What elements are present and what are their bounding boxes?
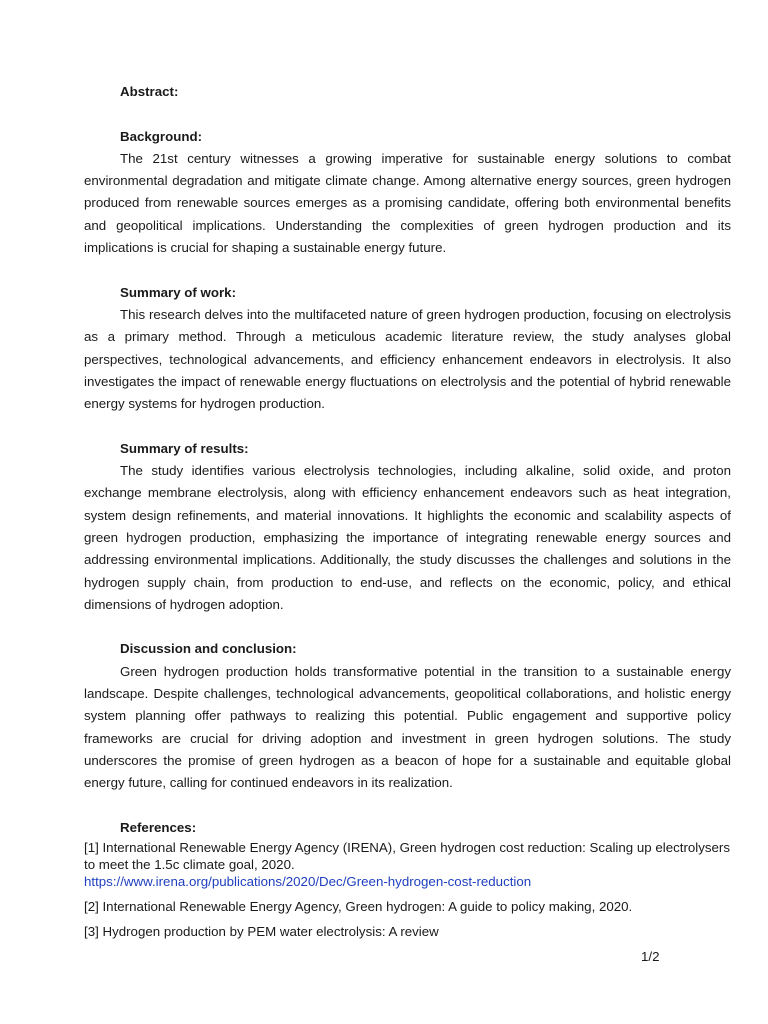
section-discussion-and-conclusion <box>84 638 731 794</box>
section-background <box>84 126 731 260</box>
section-body: The 21st century witnesses a growing imperative for sustainable energy solutions to combat environmental degradation and mitigate climate change. Among alternative energy sources, green hydrogen produced from renewable sources emerges as a promising candidate, offering both environmental benefits and geopolitical implications. Understanding the complexities of green hydrogen production and its implications is crucial for shaping a sustainable energy future. <box>84 150 731 256</box>
references-section <box>84 817 731 940</box>
page-number: 1/2 <box>641 949 660 964</box>
section-summary-of-work <box>84 282 731 416</box>
reference-text: [2] International Renewable Energy Agency, Green hydrogen: A guide to policy making, 2020. <box>84 899 633 915</box>
reference-text: [3] Hydrogen production by PEM water electrolysis: A review <box>84 924 439 940</box>
section-body: This research delves into the multifaceted nature of green hydrogen production, focusing on electrolysis as a primary method. Through a meticulous academic literature review, the study analyses global perspectives, technological advancements, and efficiency enhancement endeavors in electrolysis. It also investigates the impact of renewable energy fluctuations on electrolysis and the potential of hybrid renewable energy systems for hydrogen production. <box>84 306 731 412</box>
section-body: The study identifies various electrolysis technologies, including alkaline, solid oxide, and proton exchange membrane electrolysis, along with efficiency enhancement endeavors such as heat integration, system design refinements, and material innovations. It highlights the economic and scalability aspects of green hydrogen production, emphasizing the importance of integrating renewable energy sources and addressing environmental implications. Additionally, the study discusses the challenges and solutions in the hydrogen supply chain, from production to end-use, and reflects on the economic, policy, and ethical dimensions of hydrogen adoption. <box>84 463 731 612</box>
section-heading: Background: <box>120 128 203 144</box>
reference-item <box>84 839 739 890</box>
reference-text: [1] International Renewable Energy Agency (IRENA), Green hydrogen cost reduction: Scaling up electrolysers to meet the 1.5c climate goal, 2020. <box>84 840 730 873</box>
section-heading: Discussion and conclusion: <box>120 641 297 657</box>
section-heading: Summary of results: <box>120 440 249 456</box>
reference-item <box>84 923 739 940</box>
references-heading: References: <box>120 819 197 835</box>
reference-link[interactable]: https://www.irena.org/publications/2020/Dec/Green-hydrogen-cost-reduction <box>84 874 532 890</box>
abstract-content <box>84 81 731 940</box>
section-heading: Summary of work: <box>120 284 237 300</box>
section-summary-of-results <box>84 438 731 616</box>
reference-item <box>84 898 739 915</box>
abstract-title: Abstract: <box>120 84 179 99</box>
section-body: Green hydrogen production holds transformative potential in the transition to a sustainable energy landscape. Despite challenges, technological advancements, geopolitical collaborations, and holistic energy system planning offer pathways to realizing this potential. Public engagement and supportive policy frameworks are crucial for driving adoption and investment in green hydrogen solutions. The study underscores the promise of green hydrogen as a beacon of hope for a sustainable and equitable global energy future, calling for continued endeavors in its realization. <box>84 663 731 791</box>
